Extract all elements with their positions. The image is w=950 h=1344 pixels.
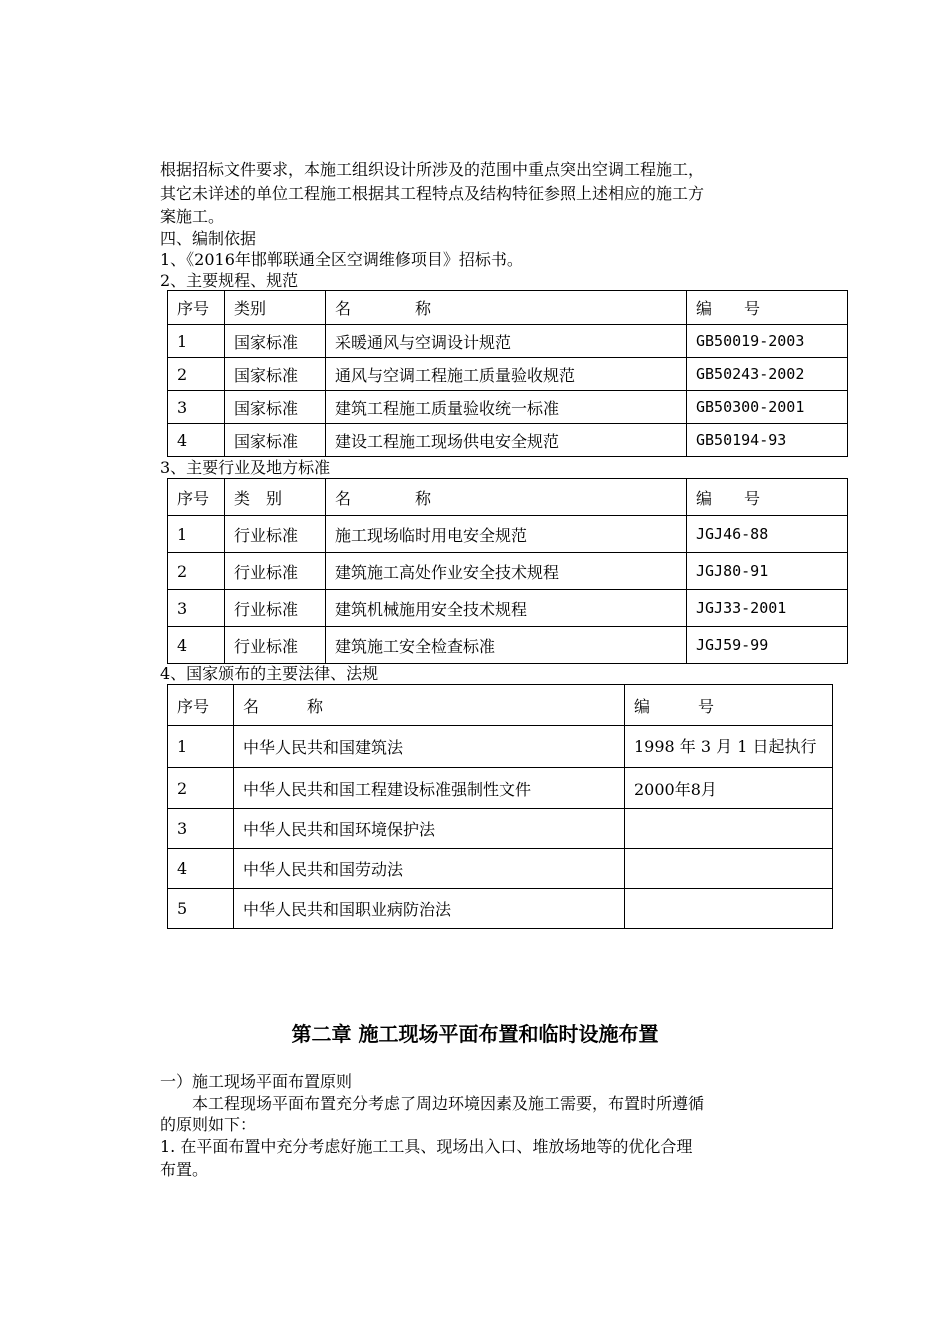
item-3: 3、主要行业及地方标准 [160,458,331,477]
table-cell: 3 [168,391,225,424]
table-cell: 1998 年 3 月 1 日起执行 [625,726,833,768]
table-cell: 国家标准 [225,358,326,391]
table-cell: 采暖通风与空调设计规范 [326,325,687,358]
table-cell: 2 [168,553,225,590]
header-cell: 名 称 [326,479,687,516]
table-row [168,726,833,768]
table-cell: JGJ33-2001 [687,590,848,627]
item-4: 4、国家颁布的主要法律、法规 [160,664,379,683]
intro-line-1: 根据招标文件要求，本施工组织设计所涉及的范围中重点突出空调工程施工， [160,160,705,179]
table-cell: 行业标准 [225,516,326,553]
table-cell: 国家标准 [225,391,326,424]
table-cell: 4 [168,627,225,664]
point-1-line-1: 1. 在平面布置中充分考虑好施工工具、现场出入口、堆放场地等的优化合理 [160,1137,693,1156]
table-cell: 建筑施工安全检查标准 [326,627,687,664]
table-cell: GB50243-2002 [687,358,848,391]
table-cell [625,849,833,889]
header-cell: 类别 [225,291,326,325]
table-cell [625,889,833,929]
table-row [168,768,833,809]
table-cell: 建筑施工高处作业安全技术规程 [326,553,687,590]
table-row [168,627,848,664]
table-row [168,889,833,929]
table-cell: 中华人民共和国劳动法 [234,849,625,889]
point-1-line-2: 布置。 [160,1160,209,1179]
table-cell: 建筑工程施工质量验收统一标准 [326,391,687,424]
table-cell: 行业标准 [225,627,326,664]
table-cell: 中华人民共和国环境保护法 [234,809,625,849]
table-cell: 1 [168,516,225,553]
table-cell: 5 [168,889,234,929]
table-cell: 国家标准 [225,325,326,358]
table-cell: 2 [168,358,225,391]
table-header-row [168,479,848,516]
table-cell: 3 [168,590,225,627]
table-cell: 建设工程施工现场供电安全规范 [326,424,687,457]
table-header-row [168,291,848,325]
para-line-1: 本工程现场平面布置充分考虑了周边环境因素及施工需要，布置时所遵循 [160,1094,705,1113]
header-cell: 序号 [168,479,225,516]
table-header-row [168,685,833,726]
table-cell: 4 [168,849,234,889]
chapter-title: 第二章 施工现场平面布置和临时设施布置 [291,1022,659,1046]
intro-line-3: 案施工。 [160,207,225,226]
item-2: 2、主要规程、规范 [160,271,299,290]
table-cell: JGJ59-99 [687,627,848,664]
table-row [168,391,848,424]
standards-table-1 [167,290,848,457]
header-cell: 编 号 [687,291,848,325]
header-cell: 编 号 [687,479,848,516]
header-cell: 编 号 [625,685,833,726]
table-cell: JGJ80-91 [687,553,848,590]
table-cell: 3 [168,809,234,849]
header-cell: 名 称 [234,685,625,726]
table-cell: 建筑机械施用安全技术规程 [326,590,687,627]
item-1: 1、《2016年邯郸联通全区空调维修项目》招标书。 [160,250,523,269]
table-cell [625,809,833,849]
table-row [168,590,848,627]
header-cell: 序号 [168,685,234,726]
table-cell: 施工现场临时用电安全规范 [326,516,687,553]
table-cell: 行业标准 [225,553,326,590]
table-cell: GB50019-2003 [687,325,848,358]
table-cell: JGJ46-88 [687,516,848,553]
table-cell: 1 [168,726,234,768]
header-cell: 序号 [168,291,225,325]
table-cell: 中华人民共和国职业病防治法 [234,889,625,929]
table-row [168,809,833,849]
sub-heading: 一）施工现场平面布置原则 [160,1072,353,1091]
table-cell: 通风与空调工程施工质量验收规范 [326,358,687,391]
table-cell: 2 [168,768,234,809]
header-cell: 类 别 [225,479,326,516]
standards-table-2 [167,478,848,664]
table-row [168,325,848,358]
table-cell: 1 [168,325,225,358]
table-row [168,358,848,391]
table-row [168,849,833,889]
table-row [168,553,848,590]
table-cell: 4 [168,424,225,457]
table-cell: 2000年8月 [625,768,833,809]
table-cell: 国家标准 [225,424,326,457]
section4-heading: 四、编制依据 [160,229,257,248]
table-row [168,424,848,457]
table-cell: 中华人民共和国工程建设标准强制性文件 [234,768,625,809]
table-cell: GB50194-93 [687,424,848,457]
laws-table [167,684,833,929]
table-cell: GB50300-2001 [687,391,848,424]
header-cell: 名 称 [326,291,687,325]
intro-line-2: 其它未详述的单位工程施工根据其工程特点及结构特征参照上述相应的施工方 [160,184,705,203]
table-row [168,516,848,553]
para-line-2: 的原则如下： [160,1115,257,1134]
table-cell: 中华人民共和国建筑法 [234,726,625,768]
table-cell: 行业标准 [225,590,326,627]
